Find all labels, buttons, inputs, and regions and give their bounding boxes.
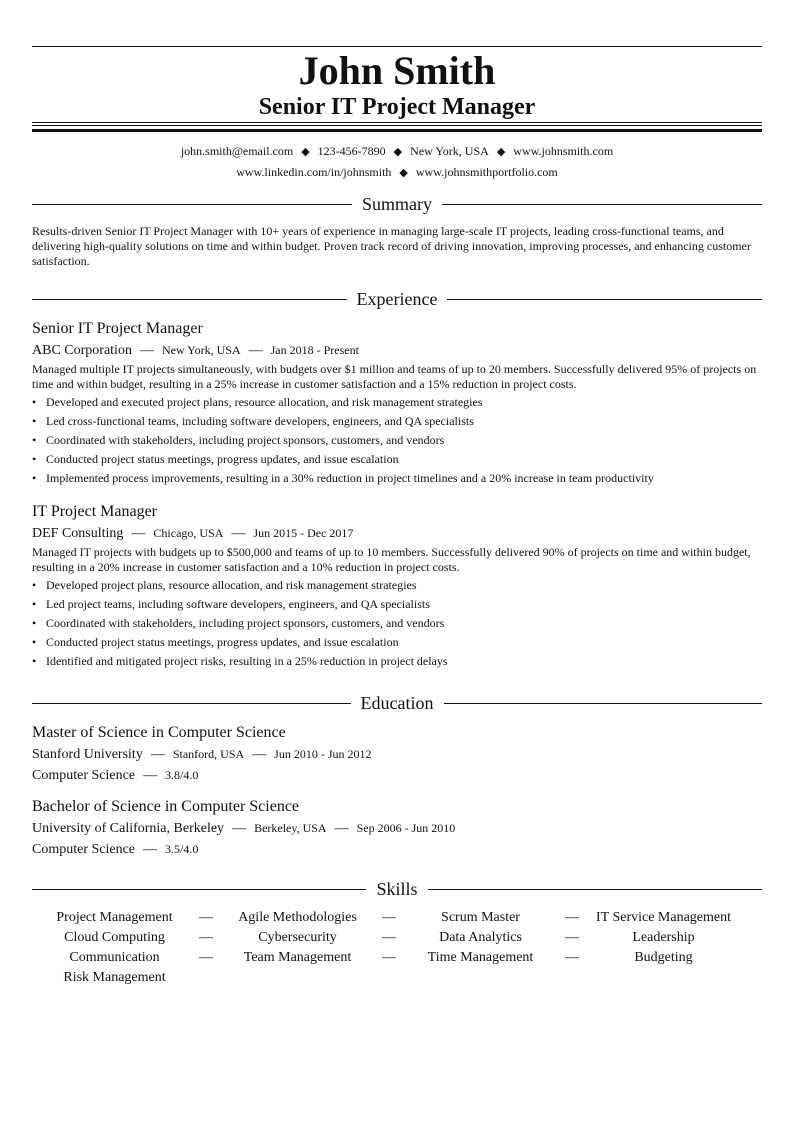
bullet-text: Developed project plans, resource allocation, and risk management strategies: [46, 578, 417, 592]
section-rule-right: [442, 204, 762, 205]
section-rule-right: [444, 703, 763, 704]
section-rule-right: [447, 299, 762, 300]
dash-separator: —: [131, 526, 146, 541]
skills-row: [32, 968, 762, 988]
section-title: Education: [360, 693, 434, 713]
edu-gpa: 3.5/4.0: [165, 842, 199, 856]
bullet-text: Implemented process improvements, resulting in a 30% reduction in project timelines and a 20% increase in team productivity: [46, 471, 654, 485]
bullet-text: Conducted project status meetings, progress updates, and issue escalation: [46, 452, 399, 466]
dash-separator: —: [143, 768, 158, 783]
skill-separator: —: [565, 930, 579, 945]
contact-line-1: [32, 143, 762, 160]
edu-school: Stanford University: [32, 747, 143, 762]
skill-separator: —: [565, 910, 579, 925]
contact-linkedin[interactable]: www.linkedin.com/in/johnsmith: [236, 165, 392, 179]
edu-dates: Jun 2010 - Jun 2012: [274, 747, 372, 761]
bullet-text: Conducted project status meetings, progress updates, and issue escalation: [46, 635, 399, 649]
skill-separator: —: [199, 950, 213, 965]
diamond-separator-icon: ◆: [301, 146, 310, 158]
edu-field: Computer Science: [32, 768, 136, 783]
header-rule-thin-1: [32, 122, 762, 123]
job-bullet: [32, 616, 762, 631]
edu-dates: Sep 2006 - Jun 2010: [356, 821, 456, 835]
dash-separator: —: [232, 821, 247, 836]
header-top-rule: [32, 46, 762, 47]
candidate-name: John Smith: [298, 48, 496, 93]
skill-item: Cybersecurity: [258, 930, 337, 945]
skill-separator: —: [382, 910, 396, 925]
bullet-dot-icon: •: [32, 395, 37, 409]
skill-separator: —: [199, 930, 213, 945]
skill-item: Communication: [69, 950, 160, 965]
bullet-dot-icon: •: [32, 654, 37, 668]
section-rule-left: [32, 703, 351, 704]
edu-location: Stanford, USA: [172, 747, 245, 761]
job-bullet: [32, 414, 762, 429]
job-company: ABC Corporation: [32, 343, 132, 358]
skills-row: [32, 908, 762, 928]
skill-separator: —: [565, 950, 579, 965]
job-description: Managed IT projects with budgets up to $500,000 and teams of up to 10 members. Successfully delivered 90% of projects on time and within budget, resulting in a 20% increase in customer satisfaction and a 10% reduction in project costs.: [32, 545, 751, 574]
section-rule-right: [428, 889, 762, 890]
contact-phone[interactable]: 123-456-7890: [317, 144, 386, 158]
education-entry: [32, 723, 762, 785]
skill-item: Data Analytics: [439, 930, 522, 945]
bullet-text: Led project teams, including software developers, engineers, and QA specialists: [46, 597, 430, 611]
section-heading-education: [32, 692, 762, 714]
job-role: IT Project Manager: [32, 503, 157, 520]
skill-item: Project Management: [56, 910, 173, 925]
header-rule-thin-2: [32, 125, 762, 126]
section-title: Experience: [356, 289, 438, 309]
job-bullet: [32, 452, 762, 467]
dash-separator: —: [334, 821, 349, 836]
header-rule-thick: [32, 129, 762, 132]
dash-separator: —: [143, 842, 158, 857]
job-bullet: [32, 395, 762, 410]
section-title: Skills: [376, 879, 418, 899]
skill-item: Time Management: [427, 950, 534, 965]
job-description: Managed multiple IT projects simultaneously, with budgets over $1 million and teams of up to 20 members. Successfully delivered 95% of projects on time and within budget, resulting in a 25% increase in customer satisfaction and a 15% reduction in project costs.: [32, 362, 757, 391]
bullet-text: Developed and executed project plans, resource allocation, and risk management strategies: [46, 395, 483, 409]
bullet-dot-icon: •: [32, 433, 37, 447]
experience-entry: [32, 502, 762, 673]
edu-field-line: [32, 766, 762, 785]
candidate-title: Senior IT Project Manager: [258, 94, 536, 120]
section-rule-left: [32, 299, 347, 300]
job-dates: Jan 2018 - Present: [270, 343, 359, 357]
skill-separator: —: [199, 910, 213, 925]
job-bullets: [32, 578, 762, 669]
bullet-dot-icon: •: [32, 635, 37, 649]
skills-row: [32, 948, 762, 968]
bullet-text: Led cross-functional teams, including software developers, engineers, and QA specialists: [46, 414, 474, 428]
skill-item: Risk Management: [63, 970, 166, 985]
edu-field: Computer Science: [32, 842, 136, 857]
job-location: Chicago, USA: [153, 526, 224, 540]
skill-item: Leadership: [632, 930, 695, 945]
bullet-dot-icon: •: [32, 597, 37, 611]
skill-separator: —: [382, 950, 396, 965]
contact-email[interactable]: john.smith@email.com: [180, 144, 294, 158]
job-bullet: [32, 635, 762, 650]
edu-degree: Bachelor of Science in Computer Science: [32, 798, 300, 815]
section-rule-left: [32, 204, 352, 205]
contact-location: New York, USA: [410, 144, 489, 158]
section-heading-skills: [32, 878, 762, 900]
skill-separator: —: [382, 930, 396, 945]
bullet-dot-icon: •: [32, 616, 37, 630]
edu-school: University of California, Berkeley: [32, 821, 225, 836]
diamond-separator-icon: ◆: [399, 167, 408, 179]
bullet-dot-icon: •: [32, 471, 37, 485]
job-location: New York, USA: [161, 343, 241, 357]
skills-grid: [32, 908, 762, 988]
job-bullet: [32, 597, 762, 612]
bullet-text: Coordinated with stakeholders, including project sponsors, customers, and vendors: [46, 616, 445, 630]
edu-gpa: 3.8/4.0: [165, 768, 199, 782]
diamond-separator-icon: ◆: [496, 146, 506, 158]
bullet-dot-icon: •: [32, 578, 37, 592]
dash-separator: —: [139, 343, 154, 358]
job-dates: Jun 2015 - Dec 2017: [253, 526, 354, 540]
job-company: DEF Consulting: [32, 526, 124, 541]
bullet-text: Identified and mitigated project risks, resulting in a 25% reduction in project delays: [46, 654, 448, 668]
dash-separator: —: [252, 747, 267, 762]
contact-website[interactable]: www.johnsmith.com: [513, 144, 614, 158]
job-bullets: [32, 395, 762, 486]
summary-text: Results-driven Senior IT Project Manager with 10+ years of experience in managing large-scale IT projects, leading cross-functional teams, and delivering high-quality solutions on time and within budget. Proven track record of driving innovation, improving processes, and enhancing customer satisfaction.: [32, 224, 751, 268]
edu-field-line: [32, 840, 762, 859]
edu-school-line: [32, 745, 762, 764]
job-bullet: [32, 433, 762, 448]
education-entry: [32, 797, 762, 859]
contact-portfolio[interactable]: www.johnsmithportfolio.com: [415, 165, 558, 179]
dash-separator: —: [150, 747, 165, 762]
bullet-dot-icon: •: [32, 414, 37, 428]
job-bullet: [32, 654, 762, 669]
edu-school-line: [32, 819, 762, 838]
experience-entry: [32, 319, 762, 490]
job-meta: [32, 524, 762, 543]
job-role: Senior IT Project Manager: [32, 320, 203, 337]
dash-separator: —: [248, 343, 263, 358]
skill-item: Scrum Master: [441, 910, 520, 925]
skill-item: Budgeting: [634, 950, 693, 965]
bullet-dot-icon: •: [32, 452, 37, 466]
skill-item: Agile Methodologies: [238, 910, 357, 925]
skill-item: IT Service Management: [595, 910, 732, 925]
skill-item: Team Management: [243, 950, 352, 965]
section-rule-left: [32, 889, 366, 890]
contact-line-2: [32, 164, 762, 181]
section-heading-experience: [32, 288, 762, 310]
bullet-text: Coordinated with stakeholders, including project sponsors, customers, and vendors: [46, 433, 445, 447]
skills-row: [32, 928, 762, 948]
job-meta: [32, 341, 762, 360]
section-title: Summary: [362, 194, 432, 214]
diamond-separator-icon: ◆: [393, 146, 403, 158]
job-bullet: [32, 471, 762, 486]
section-heading-summary: [32, 193, 762, 215]
job-bullet: [32, 578, 762, 593]
edu-degree: Master of Science in Computer Science: [32, 724, 286, 741]
dash-separator: —: [231, 526, 246, 541]
edu-location: Berkeley, USA: [254, 821, 327, 835]
skill-item: Cloud Computing: [64, 930, 165, 945]
